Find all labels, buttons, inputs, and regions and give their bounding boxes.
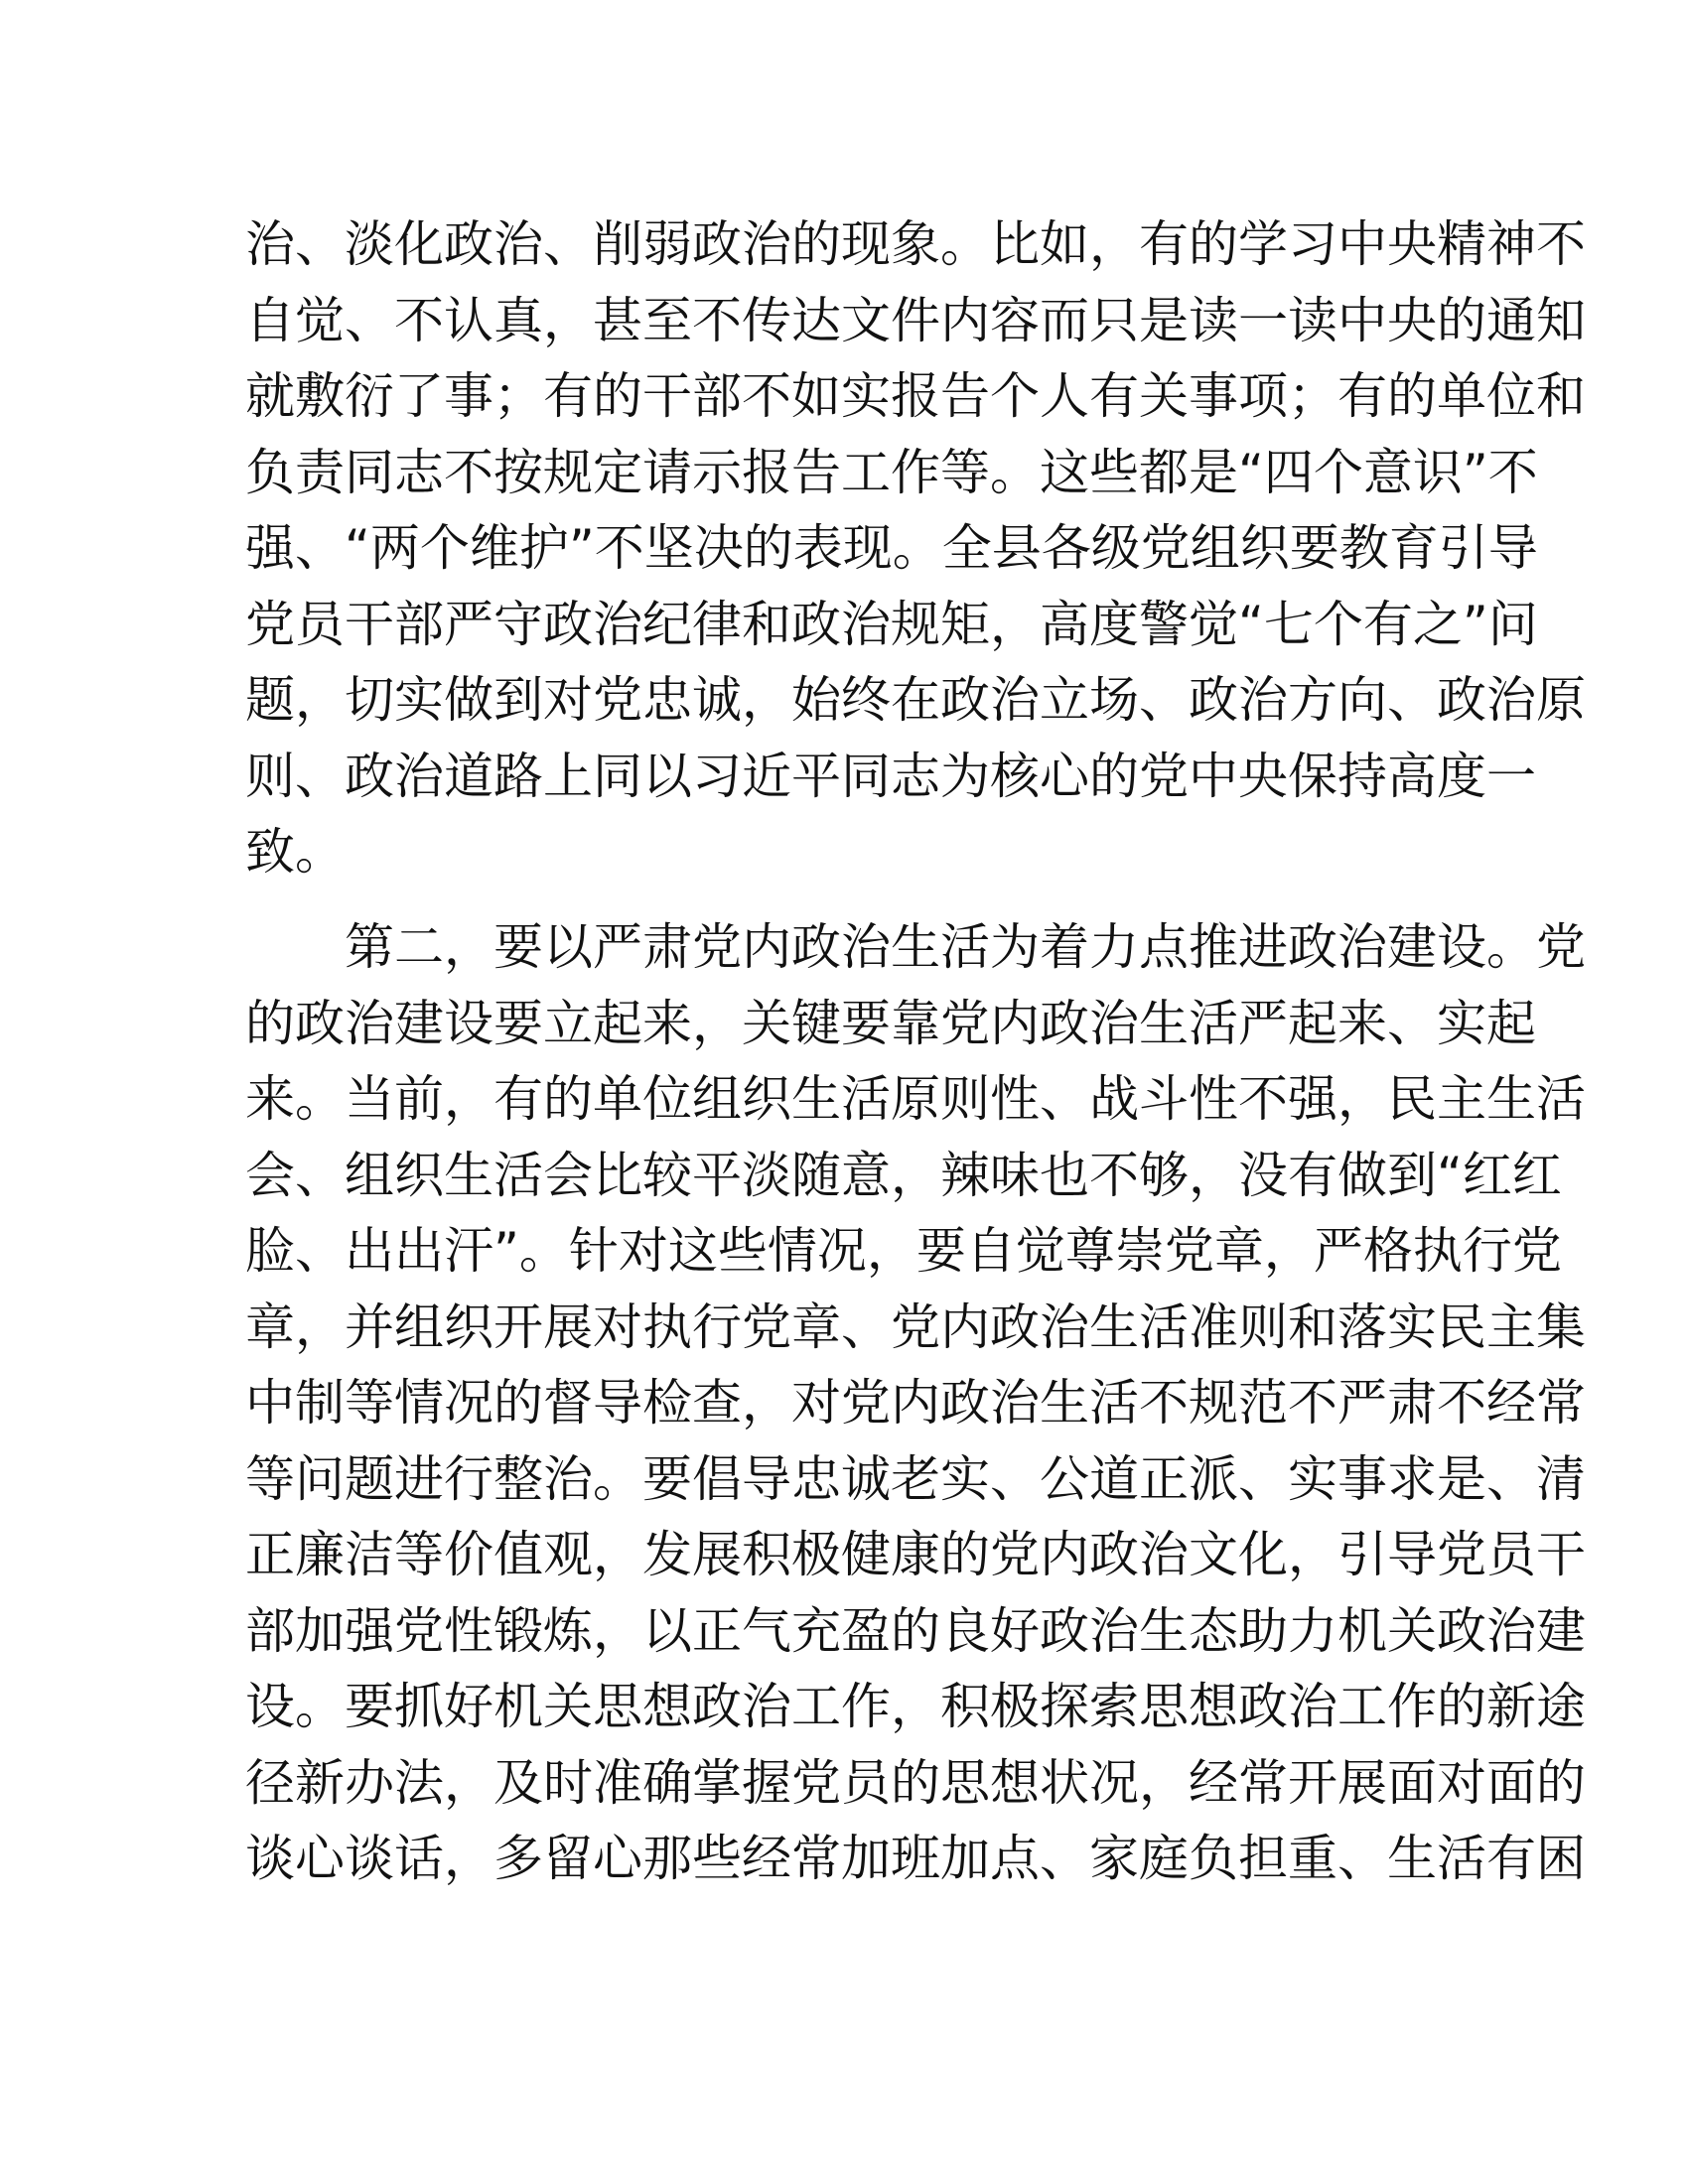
- text-line: 致。: [245, 823, 345, 881]
- text-line: 党员干部严守政治纪律和政治规矩，高度警觉“七个有之”问: [245, 595, 1538, 653]
- text-line: 治、淡化政治、削弱政治的现象。比如，有的学习中央精神不: [245, 215, 1586, 273]
- paragraph-1: [245, 206, 1586, 890]
- text-line: 负责同志不按规定请示报告工作等。这些都是“四个意识”不: [245, 443, 1538, 501]
- text-line: 部加强党性锻炼，以正气充盈的良好政治生态助力机关政治建: [245, 1601, 1586, 1660]
- text-line: 正廉洁等价值观，发展积极健康的党内政治文化，引导党员干: [245, 1526, 1586, 1583]
- text-line: 径新办法，及时准确掌握党员的思想状况，经常开展面对面的: [245, 1753, 1586, 1812]
- text-line: 就敷衍了事；有的干部不如实报告个人有关事项；有的单位和: [245, 367, 1586, 425]
- text-line: 设。要抓好机关思想政治工作，积极探索思想政治工作的新途: [245, 1678, 1586, 1735]
- text-line: 会、组织生活会比较平淡随意，辣味也不够，没有做到“红红: [245, 1146, 1562, 1204]
- text-line: 则、政治道路上同以习近平同志为核心的党中央保持高度一: [245, 747, 1536, 805]
- text-line: 自觉、不认真，甚至不传达文件内容而只是读一读中央的通知: [245, 291, 1586, 349]
- text-line: 题，切实做到对党忠诚，始终在政治立场、政治方向、政治原: [245, 671, 1586, 729]
- text-line: 来。当前，有的单位组织生活原则性、战斗性不强，民主生活: [245, 1070, 1586, 1128]
- text-line: 脸、出出汗”。针对这些情况，要自觉尊崇党章，严格执行党: [245, 1222, 1562, 1280]
- paragraph-2: [245, 909, 1586, 1897]
- text-line: 章，并组织开展对执行党章、党内政治生活准则和落实民主集: [245, 1297, 1586, 1356]
- text-line: 谈心谈话，多留心那些经常加班加点、家庭负担重、生活有困: [245, 1830, 1586, 1887]
- text-line: 等问题进行整治。要倡导忠诚老实、公道正派、实事求是、清: [245, 1449, 1586, 1508]
- text-line: 强、“两个维护”不坚决的表现。全县各级党组织要教育引导: [245, 519, 1538, 577]
- text-line: 中制等情况的督导检查，对党内政治生活不规范不严肃不经常: [245, 1374, 1586, 1432]
- text-line: 的政治建设要立起来，关键要靠党内政治生活严起来、实起: [245, 994, 1536, 1052]
- text-line: 第二，要以严肃党内政治生活为着力点推进政治建设。党: [345, 918, 1586, 976]
